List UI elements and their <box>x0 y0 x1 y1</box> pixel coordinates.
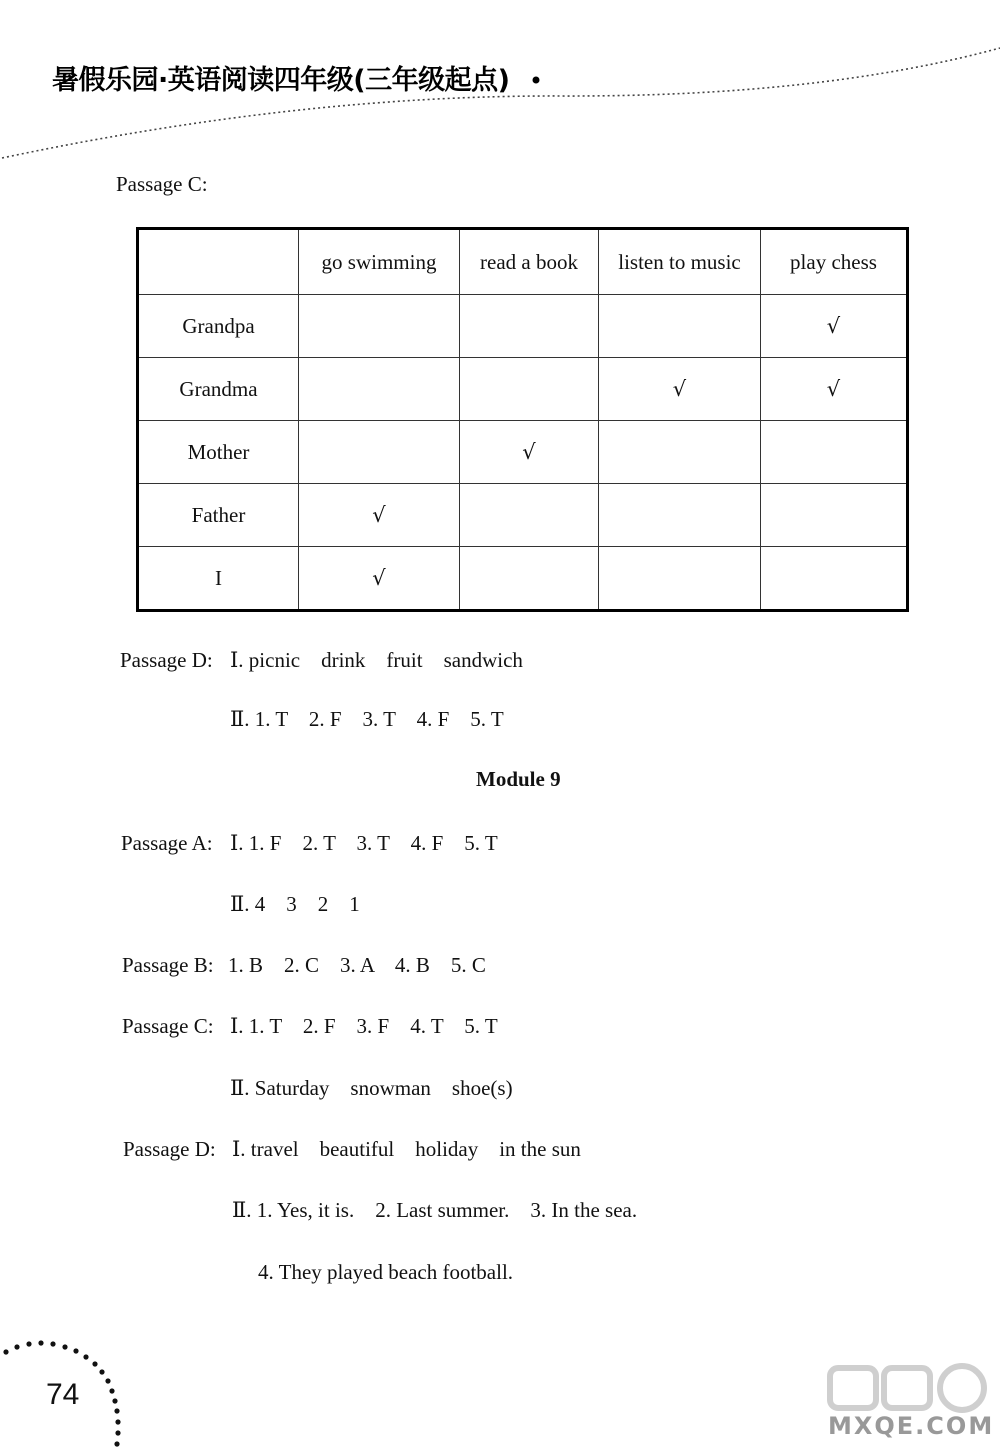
page-number: 74 <box>46 1378 80 1411</box>
passage-b-label: Passage B: <box>122 953 214 977</box>
passage-a-part2: Ⅱ. 4 3 2 1 <box>230 892 360 916</box>
table-row <box>138 547 908 611</box>
activity-table <box>136 227 909 612</box>
check-cell <box>299 421 460 484</box>
passage-d-part1: Ⅰ. travel beautiful holiday in the sun <box>232 1137 581 1161</box>
table-row <box>138 358 908 421</box>
check-cell <box>599 295 761 358</box>
check-cell: √ <box>599 358 761 421</box>
table-row <box>138 484 908 547</box>
row-header: Grandpa <box>138 295 299 358</box>
row-header: Grandma <box>138 358 299 421</box>
check-cell <box>761 421 908 484</box>
table-corner-cell <box>138 229 299 295</box>
check-cell: √ <box>761 295 908 358</box>
check-cell <box>599 547 761 611</box>
column-header: play chess <box>761 229 908 295</box>
column-header: read a book <box>460 229 599 295</box>
column-header: listen to music <box>599 229 761 295</box>
row-header: I <box>138 547 299 611</box>
passage-d-part2: Ⅱ. 1. Yes, it is. 2. Last summer. 3. In the sea. <box>232 1198 638 1222</box>
check-cell <box>299 358 460 421</box>
check-cell: √ <box>460 421 599 484</box>
check-cell <box>460 484 599 547</box>
passage-d-part2: Ⅱ. 1. T 2. F 3. T 4. F 5. T <box>230 707 504 731</box>
check-cell: √ <box>761 358 908 421</box>
module-title: Module 9 <box>476 767 561 791</box>
row-header: Father <box>138 484 299 547</box>
check-cell <box>599 421 761 484</box>
check-cell: √ <box>299 547 460 611</box>
check-cell: √ <box>299 484 460 547</box>
check-cell <box>460 295 599 358</box>
check-cell <box>460 358 599 421</box>
column-header: go swimming <box>299 229 460 295</box>
passage-d-part2-cont: 4. They played beach football. <box>258 1260 514 1284</box>
passage-d-label: Passage D: <box>120 648 213 672</box>
check-cell <box>761 547 908 611</box>
watermark-text: MXQE.COM <box>828 1412 995 1440</box>
table-header-row <box>138 229 908 295</box>
header-title: 暑假乐园·英语阅读四年级(三年级起点) <box>52 65 510 96</box>
table-row <box>138 421 908 484</box>
table-row <box>138 295 908 358</box>
passage-d-label: Passage D: <box>123 1137 216 1161</box>
passage-a-part1: Ⅰ. 1. F 2. T 3. T 4. F 5. T <box>230 831 498 855</box>
check-cell <box>761 484 908 547</box>
passage-c-label: Passage C: <box>116 172 208 196</box>
row-header: Mother <box>138 421 299 484</box>
passage-a-label: Passage A: <box>121 831 213 855</box>
check-cell <box>460 547 599 611</box>
passage-c-part2: Ⅱ. Saturday snowman shoe(s) <box>230 1076 513 1100</box>
check-cell <box>299 295 460 358</box>
passage-d-part1: Ⅰ. picnic drink fruit sandwich <box>230 648 523 672</box>
check-cell <box>599 484 761 547</box>
passage-b-answers: 1. B 2. C 3. A 4. B 5. C <box>228 953 486 977</box>
passage-c-part1: Ⅰ. 1. T 2. F 3. F 4. T 5. T <box>230 1014 498 1038</box>
passage-c-label: Passage C: <box>122 1014 214 1038</box>
